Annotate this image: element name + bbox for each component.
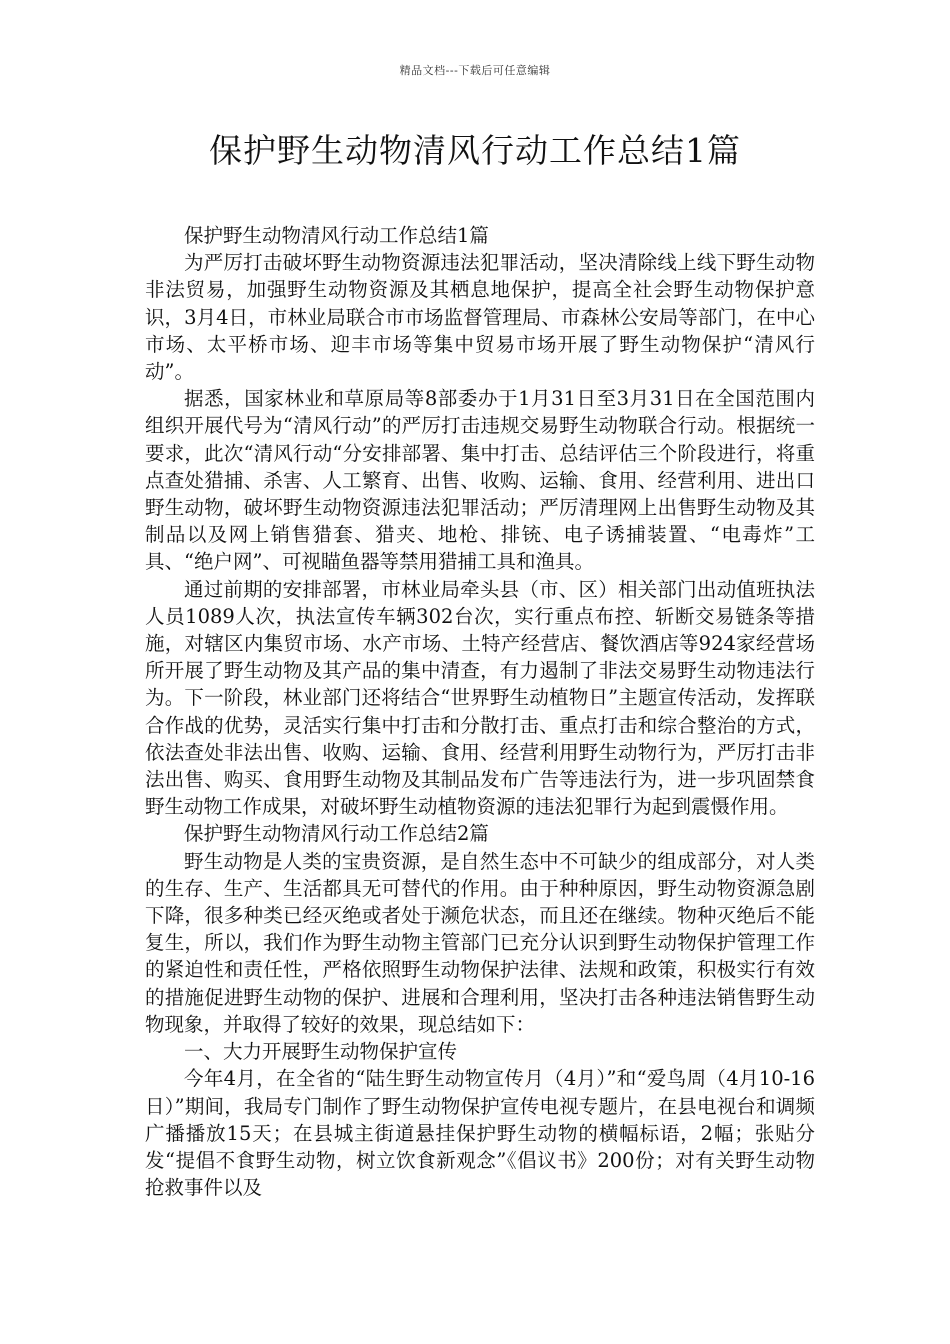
subsection-heading: 一、大力开展野生动物保护宣传 xyxy=(184,1040,458,1064)
section-heading-1: 保护野生动物清风行动工作总结1篇 xyxy=(184,224,489,247)
paragraph: 通过前期的安排部署，市林业局牵头县（市、区）相关部门出动值班执法人员1089人次，执法宣传车辆302台次，实行重点布控、斩断交易链条等措施，对辖区内集贸市场、水产市场、土特产经营店、餐饮酒店等924家经营场所开展了野生动物及其产品的集中清查，有力遏制了非法交易野生动物违法行为。下一阶段，林业部门还将结合“世界野生动植物日”主题宣传活动，发挥联合作战的优势，灵活实行集中打击和分散打击、重点打击和综合整治的方式，依法查处非法出售、收购、运输、食用、经营利用野生动物行为，严厉打击非法出售、购买、食用野生动物及其制品发布广告等违法行为，进一步巩固禁食野生动物工作成果，对破坏野生动植物资源的违法犯罪行为起到震慑作用。 xyxy=(145,577,815,819)
paragraph: 今年4月，在全省的“陆生野生动物宣传月（4月）”和“爱鸟周（4月10-16日）”期间，我局专门制作了野生动物保护宣传电视专题片，在县电视台和调频广播播放15天；在县城主街道悬挂保护野生动物的横幅标语，2幅；张贴分发“提倡不食野生动物，树立饮食新观念”《倡议书》200份；对有关野生动物抢救事件以及 xyxy=(145,1067,815,1200)
paragraph: 为严厉打击破坏野生动物资源违法犯罪活动，坚决清除线上线下野生动物非法贸易，加强野生动物资源及其栖息地保护，提高全社会野生动物保护意识，3月4日，市林业局联合市市场监督管理局、市森林公安局等部门，在中心市场、太平桥市场、迎丰市场等集中贸易市场开展了野生动物保护“清风行动”。 xyxy=(145,251,815,384)
document-title: 保护野生动物清风行动工作总结1篇 xyxy=(209,131,741,170)
document-body xyxy=(145,222,815,1201)
paragraph: 野生动物是人类的宝贵资源，是自然生态中不可缺少的组成部分，对人类的生存、生产、生活都具无可替代的作用。由于种种原因，野生动物资源急剧下降，很多种类已经灭绝或者处于濒危状态，而且还在继续。物种灭绝后不能复生，所以，我们作为野生动物主管部门已充分认识到野生动物保护管理工作的紧迫性和责任性，严格依照野生动物保护法律、法规和政策，积极实行有效的措施促进野生动物的保护、进展和合理利用，坚决打击各种违法销售野生动物现象，并取得了较好的效果，现总结如下： xyxy=(145,849,815,1036)
paragraph: 据悉，国家林业和草原局等8部委办于1月31日至3月31日在全国范围内组织开展代号为“清风行动”的严厉打击违规交易野生动物联合行动。根据统一要求，此次“清风行动“分安排部署、集中打击、总结评估三个阶段进行，将重点查处猎捕、杀害、人工繁育、出售、收购、运输、食用、经营利用、进出口野生动物，破坏野生动物资源违法犯罪活动；严厉清理网上出售野生动物及其制品以及网上销售猎套、猎夹、地枪、排铳、电子诱捕装置、“电毒炸”工具、“绝户网”、可视瞄鱼器等禁用猎捕工具和渔具。 xyxy=(145,387,815,574)
section-heading-2: 保护野生动物清风行动工作总结2篇 xyxy=(184,822,489,846)
header-note: 精品文档---下载后可任意编辑 xyxy=(399,64,551,77)
